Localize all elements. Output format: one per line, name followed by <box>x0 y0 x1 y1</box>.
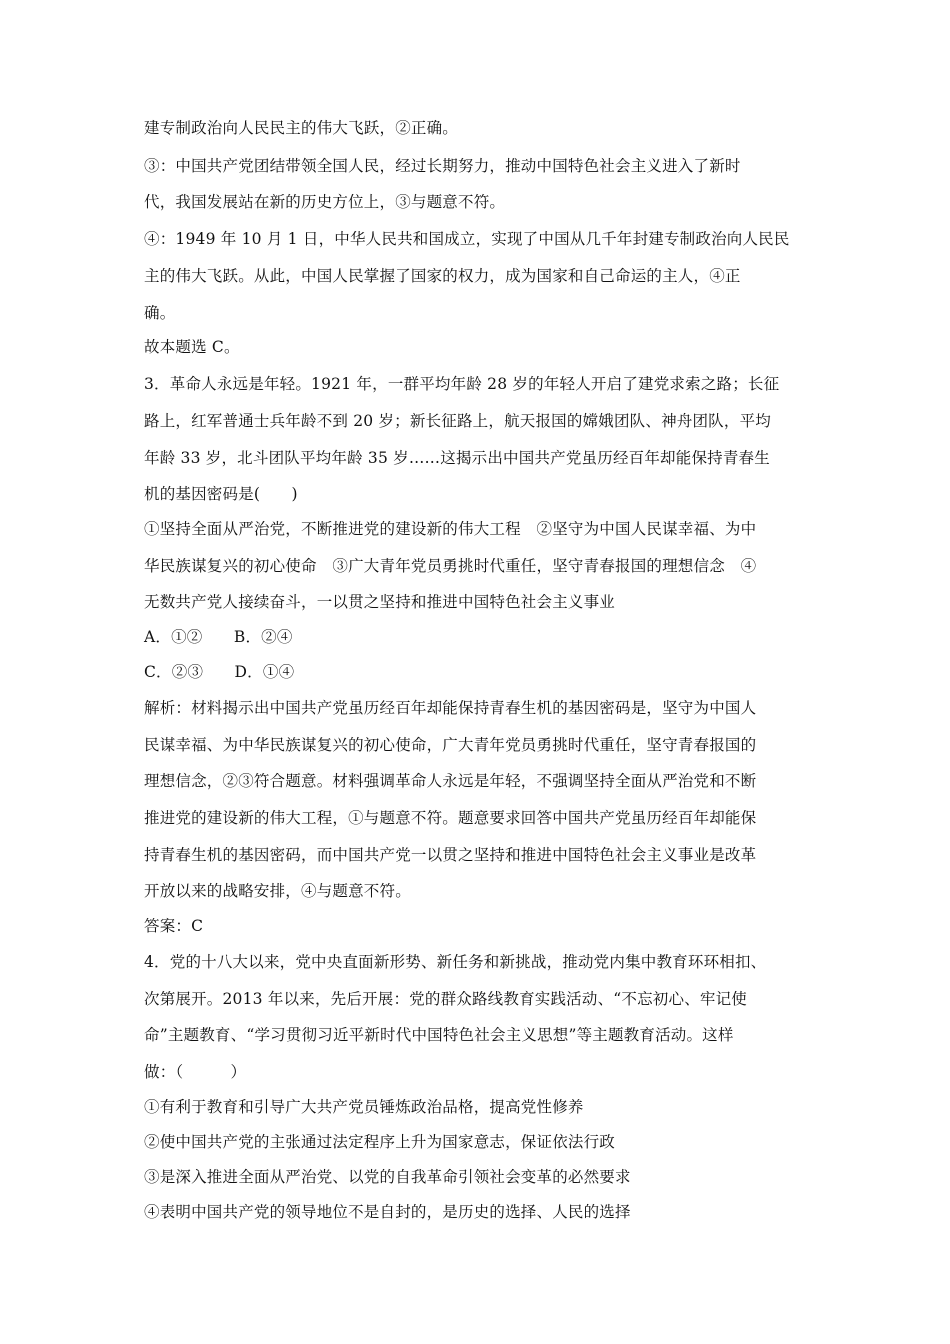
text-line: 路上，红军普通士兵年龄不到 20 岁；新长征路上，航天报国的嫦娥团队、神舟团队，平均 <box>144 412 771 430</box>
question-3-stem: 3．革命人永远是年轻。1921 年，一群平均年龄 28 岁的年轻人开启了建党求索之路；长征 <box>144 375 780 393</box>
text-line: 年龄 33 岁，北斗团队平均年龄 35 岁……这揭示出中国共产党虽历经百年却能保持青春生 <box>144 449 770 467</box>
analysis-line: 持青春生机的基因密码，而中国共产党一以贯之坚持和推进中国特色社会主义事业是改革 <box>144 846 757 864</box>
text-line: 建专制政治向人民民主的伟大飞跃，②正确。 <box>144 119 459 137</box>
text-line: 故本题选 C。 <box>144 338 240 356</box>
text-line: 做：（ ） <box>144 1063 247 1081</box>
answer-line: 答案：C <box>144 917 204 935</box>
text-line: 主的伟大飞跃。从此，中国人民掌握了国家的权力，成为国家和自己命运的主人，④正 <box>144 267 741 285</box>
text-line: 次第展开。2013 年以来，先后开展：党的群众路线教育实践活动、“不忘初心、牢记使 <box>144 990 747 1008</box>
text-line: 机的基因密码是( ) <box>144 485 298 503</box>
statement-line: ①坚持全面从严治党，不断推进党的建设新的伟大工程 ②坚守为中国人民谋幸福、为中 <box>144 520 757 538</box>
statement-line: 无数共产党人接续奋斗，一以贯之坚持和推进中国特色社会主义事业 <box>144 593 616 611</box>
question-4-stem: 4．党的十八大以来，党中央直面新形势、新任务和新挑战，推动党内集中教育环环相扣、 <box>144 953 767 971</box>
statement-line: ④表明中国共产党的领导地位不是自封的，是历史的选择、人民的选择 <box>144 1203 631 1221</box>
analysis-line: 解析：材料揭示出中国共产党虽历经百年却能保持青春生机的基因密码是，坚守为中国人 <box>144 699 757 717</box>
text-line: 命”主题教育、“学习贯彻习近平新时代中国特色社会主义思想”等主题教育活动。这样 <box>144 1026 734 1044</box>
statement-line: 华民族谋复兴的初心使命 ③广大青年党员勇挑时代重任，坚守青春报国的理想信念 ④ <box>144 557 757 575</box>
analysis-line: 理想信念，②③符合题意。材料强调革命人永远是年轻，不强调坚持全面从严治党和不断 <box>144 772 757 790</box>
statement-line: ②使中国共产党的主张通过法定程序上升为国家意志，保证依法行政 <box>144 1133 616 1151</box>
statement-line: ①有利于教育和引导广大共产党员锤炼政治品格，提高党性修养 <box>144 1098 584 1116</box>
statement-line: ③是深入推进全面从严治党、以党的自我革命引领社会变革的必然要求 <box>144 1168 631 1186</box>
analysis-line: 开放以来的战略安排，④与题意不符。 <box>144 882 411 900</box>
text-line: 确。 <box>144 304 176 322</box>
option-line: C．②③ D．①④ <box>144 663 295 681</box>
text-line: ③：中国共产党团结带领全国人民，经过长期努力，推动中国特色社会主义进入了新时 <box>144 157 741 175</box>
analysis-line: 民谋幸福、为中华民族谋复兴的初心使命，广大青年党员勇挑时代重任，坚守青春报国的 <box>144 736 757 754</box>
text-line: 代，我国发展站在新的历史方位上，③与题意不符。 <box>144 193 506 211</box>
analysis-line: 推进党的建设新的伟大工程，①与题意不符。题意要求回答中国共产党虽历经百年却能保 <box>144 809 757 827</box>
text-line: ④：1949 年 10 月 1 日，中华人民共和国成立，实现了中国从几千年封建专制政治向人民民 <box>144 230 790 248</box>
option-line: A．①② B．②④ <box>144 628 293 646</box>
